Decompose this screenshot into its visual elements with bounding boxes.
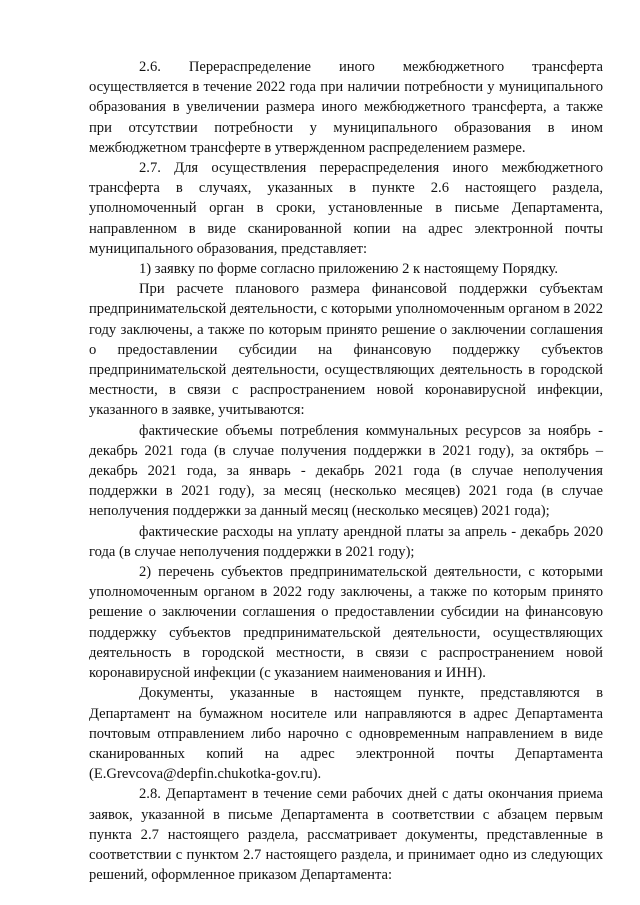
paragraph-utilities: фактические объемы потребления коммунальных ресурсов за ноябрь - декабрь 2021 года (в случае получения поддержки в 2021 году), за октябрь – декабрь 2021 года, за январь - декабрь 2021 года (в случае неполучения поддержки в 2021 году), за месяц (несколько месяцев) 2021 года (в случае неполучения поддержки за данный месяц (несколько месяцев) 2021 года);	[89, 422, 603, 520]
paragraph-rent: фактические расходы на уплату арендной платы за апрель - декабрь 2020 года (в случае неполучения поддержки в 2021 году);	[89, 523, 603, 560]
paragraph-item-1: 1) заявку по форме согласно приложению 2 к настоящему Порядку.	[139, 261, 559, 278]
paragraph-2-7: 2.7. Для осуществления перераспределения иного межбюджетного трансферта в случаях, указанных в пункте 2.6 настоящего раздела, уполномоченный орган в сроки, установленные в письме Департамента, направленном в виде сканированной копии на адрес электронной почты муниципального образования, представляет:	[89, 160, 603, 257]
paragraph-2-8: 2.8. Департамент в течение семи рабочих дней с даты окончания приема заявок, указанной в письме Департамента в соответствии с абзацем первым пункта 2.7 настоящего раздела, рассматривает документы, представленные в соответствии с пунктом 2.7 настоящего раздела, и принимает одно из следующих решений, оформленное приказом Департамента:	[89, 786, 603, 884]
paragraph-2-6: 2.6. Перераспределение иного межбюджетного трансферта осуществляется в течение 2022 года при наличии потребности у муниципального образования в увеличении размера иного межбюджетного трансферта, а также при отсутствии потребности у муниципального образования в ином межбюджетном трансферте в утвержденном распределением размере.	[89, 59, 603, 156]
paragraph-calculation: При расчете планового размера финансовой поддержки субъектам предпринимательской деятельности, с которыми уполномоченным органом в 2022 году заключены, а также по которым принято решение о заключении соглашения о предоставлении субсидии на финансовую поддержку субъектов предпринимательской деятельности, осуществляющих деятельность в городской местности, в связи с распространением новой коронавирусной инфекции, указанного в заявке, учитываются:	[89, 281, 603, 419]
paragraph-documents: Документы, указанные в настоящем пункте, представляются в Департамент на бумажном носителе или направляются в адрес Департамента почтовым отправлением либо нарочно с одновременным направлением в виде сканированных копий на адрес электронной почты Департамента (E.Grevcova@depfin.chukotka-gov.ru).	[89, 685, 603, 783]
paragraph-item-2: 2) перечень субъектов предпринимательской деятельности, с которыми уполномоченным органом в 2022 году заключены, а также по которым принято решение о заключении соглашения о предоставлении субсидии на финансовую поддержку субъектов предпринимательской деятельности, осуществляющих деятельность в городской местности, в связи с распространением новой коронавирусной инфекции (с указанием наименования и ИНН).	[89, 564, 603, 682]
